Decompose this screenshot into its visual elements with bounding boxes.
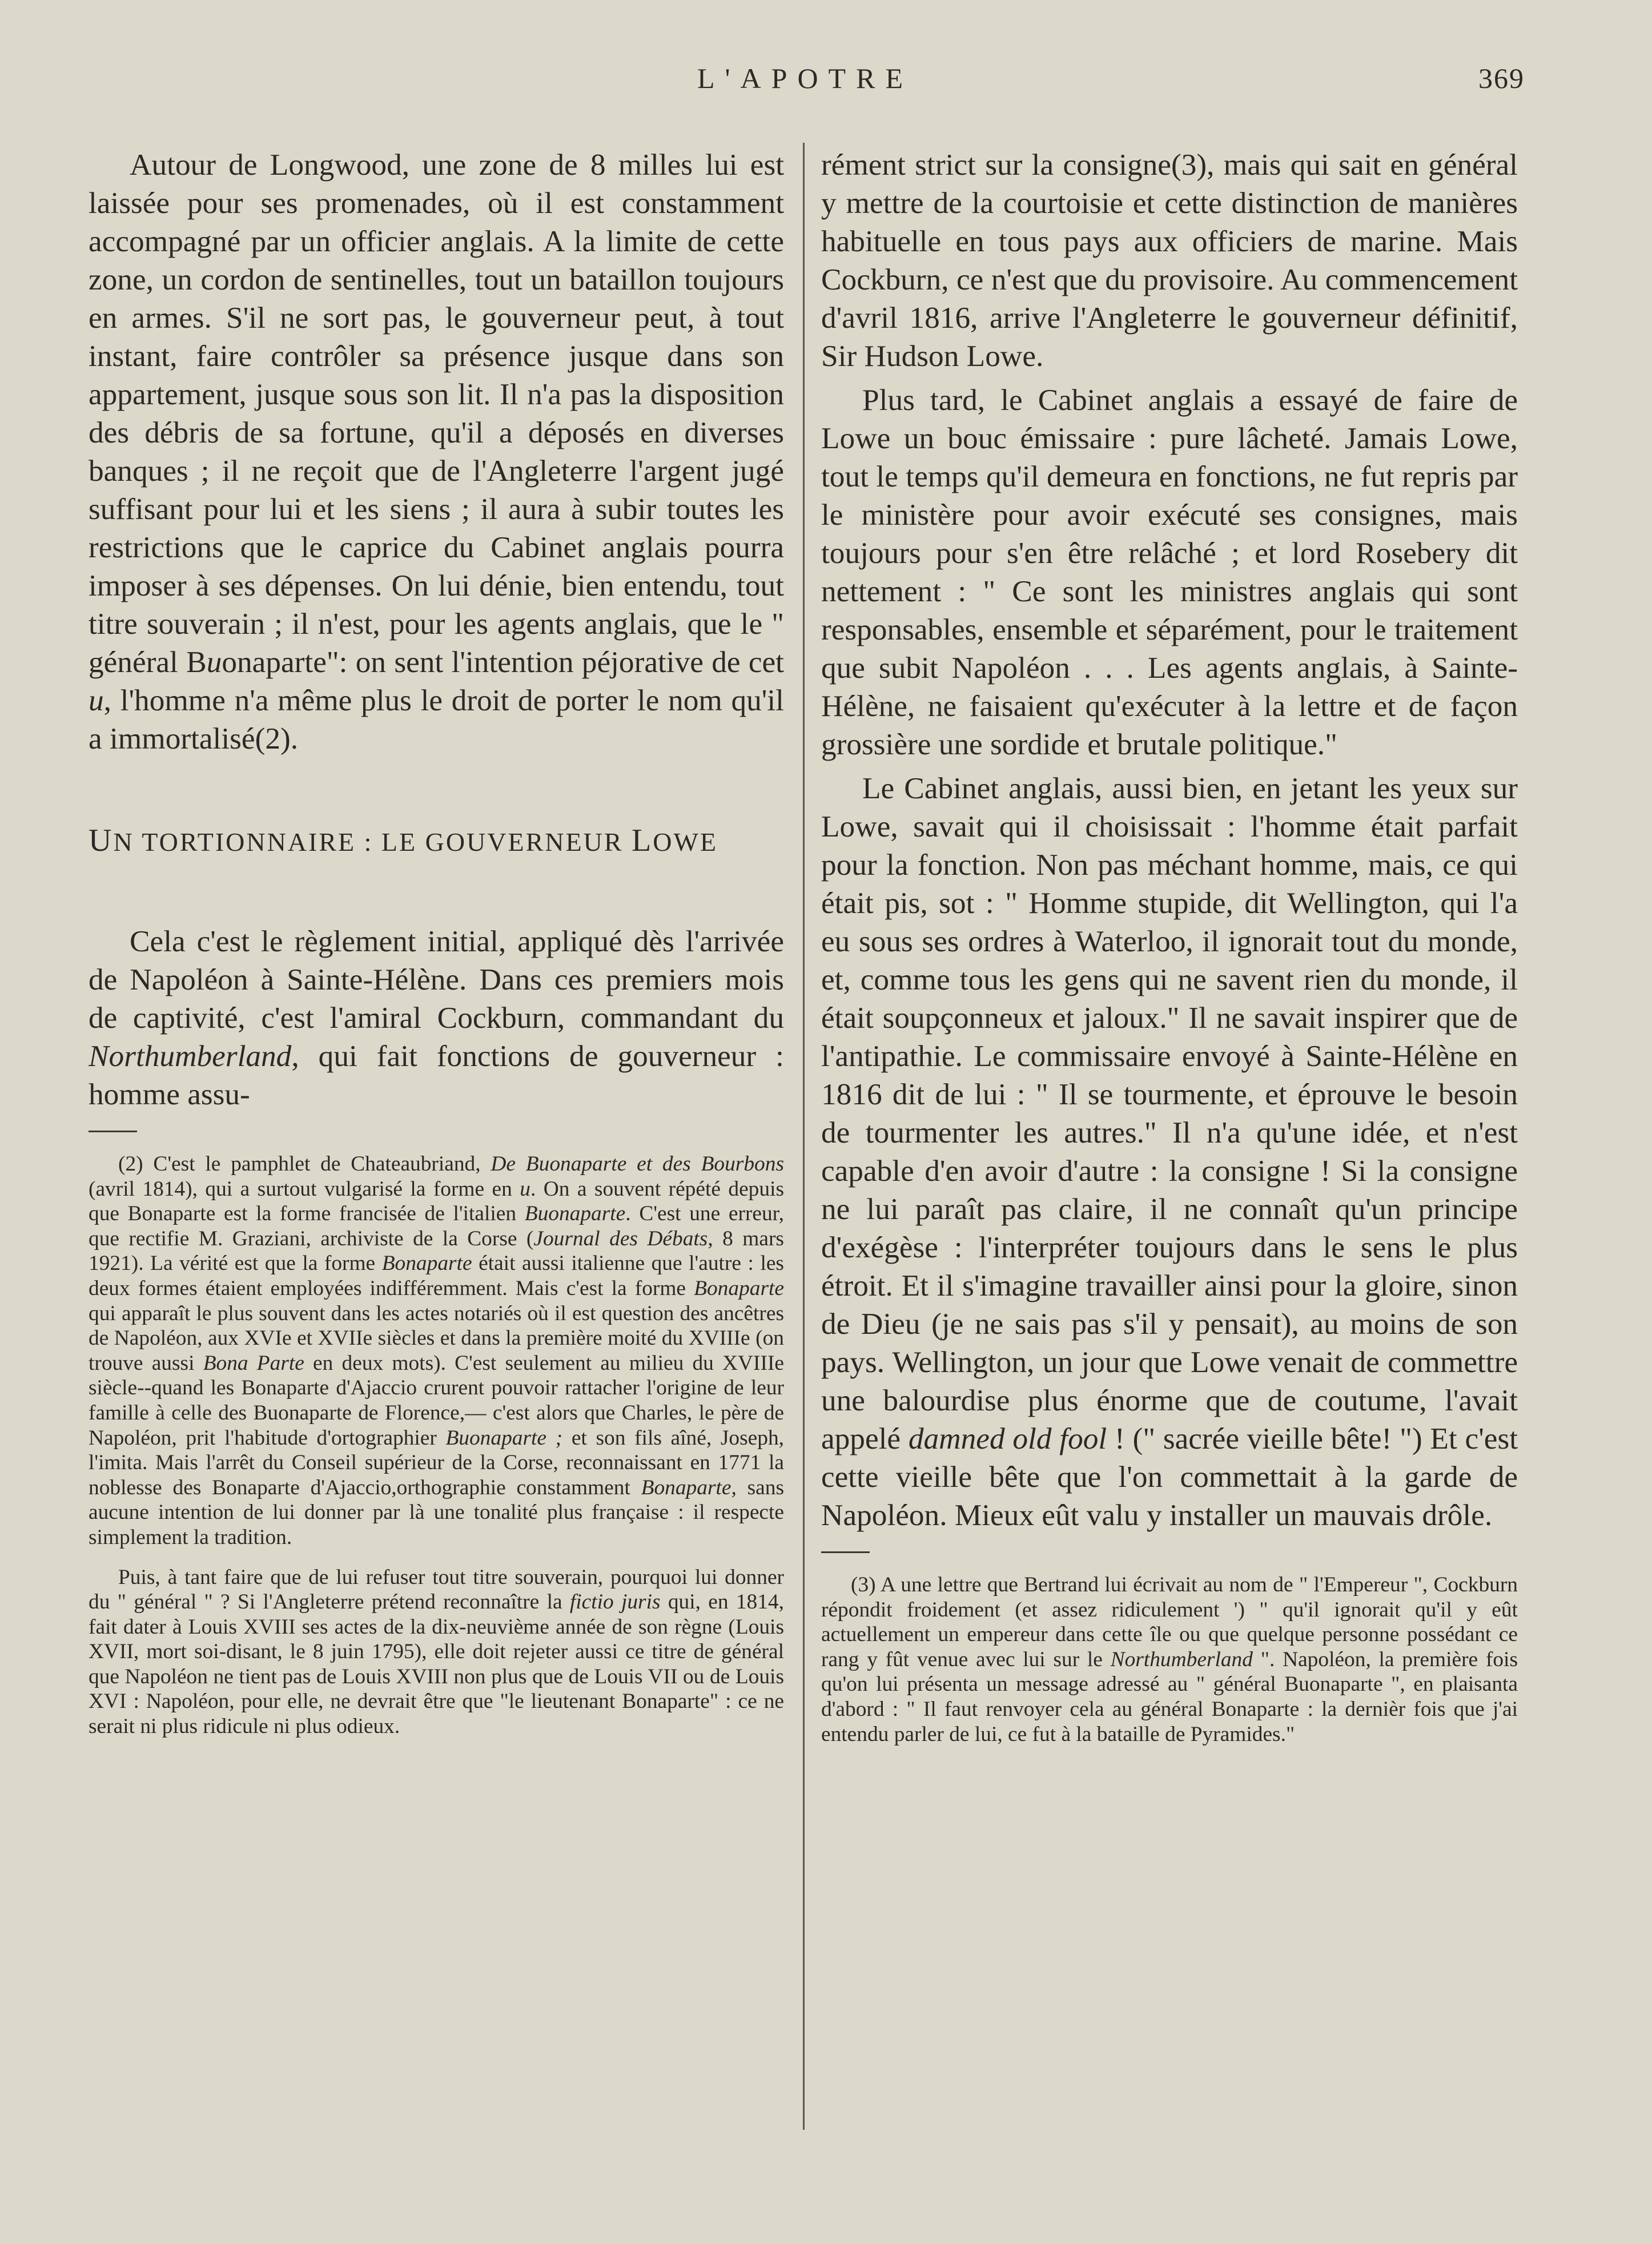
text-run: (avril 1814), qui a surtout vulgarisé la forme en [89,1177,520,1201]
italic-run: Bonaparte, [641,1475,737,1499]
text-run: Autour de Longwood, une zone de 8 milles lui est laissée pour ses promenades, où il est constamment accompagné par un officier anglais. A la limite de cette zone, un cordon de sentinelles, tout un bataillon toujours en armes. S'il ne sort pas, le gouverneur peut, à tout instant, faire contrôler sa présence jusque dans son appartement, jusque sous son lit. Il n'a pas la disposition des débris de sa fortune, qu'il a déposés en diverses banques ; il ne reçoit que de l'Angleterre l'argent jugé suffisant pour lui et les siens ; il aura à subir toutes les restrictions que le caprice du Cabinet anglais pourra imposer à ses dépenses. On lui dénie, bien entendu, tout titre souverain ; il n'est, pour les agents anglais, que le " général B [89,148,784,679]
left-column [89,146,784,1739]
italic-run: Bonaparte [694,1276,784,1300]
body-paragraph: Plus tard, le Cabinet anglais a essayé de faire de Lowe un bouc émissaire : pure lâcheté. Jamais Lowe, tout le temps qu'il demeura en fonctions, ne fut repris par le ministère pour avoir exécuté ses consignes, mais toujours pour s'en être relâché ; et lord Rosebery dit nettement : " Ce sont les ministres anglais qui sont responsables, ensemble et séparément, pour le traitement que subit Napoléon . . . Les agents anglais, à Sainte-Hélène, ne faisaient qu'exécuter à la lettre et de façon grossière une sordide et brutale politique." [821,383,1518,761]
text-run: (3) A une lettre que Bertrand lui écrivait au nom de " l'Empereur ", Cockburn répondit froidement (et assez ridiculement ') " qu'il ignorait qu'il y eût actuellement un empereur dans cette île ou que quelque personne possédant ce rang y fût venue avec lui sur le [821,1573,1518,1671]
italic-run: u [520,1177,530,1201]
text-run: , qui fait fonctions de gouverneur : homme assu- [89,1039,784,1111]
right-column [821,146,1518,1747]
text-run: ". Napoléon, la première fois qu'on lui présenta un message adressé au " général Buonaparte ", en plaisanta d'abord : " Il faut renvoyer cela au général Bonaparte : la dernièr fois que j'ai entendu parler de lui, ce fut à la bataille de Pyramides." [821,1647,1518,1746]
text-run: . On a souvent répété depuis que Bonaparte est la forme francisée de l'italien [89,1177,785,1226]
heading-capital: U [89,823,114,858]
text-run: Puis, à tant faire que de lui refuser tout titre souverain, pourquoi lui donner du " général " ? Si l'Angleterre prétend reconnaître la [89,1565,784,1614]
italic-run: u [206,645,222,679]
footnote [89,1565,784,1739]
italic-run: Northumberland [1110,1647,1253,1671]
text-run: . C'est une erreur, que rectifie M. Graziani, archiviste de la Corse ( [89,1202,784,1250]
italic-run: Buonaparte ; [445,1426,563,1450]
text-run: (2) C'est le pamphlet de Chateaubriand, [118,1152,491,1176]
italic-run: fictio juris [569,1590,661,1614]
footnote-rule [821,1551,870,1553]
text-run: , 8 mars 1921). La vérité est que la forme [89,1226,784,1276]
italic-run: De Buonaparte et des Bourbons [491,1152,784,1176]
italic-run: Buonaparte [524,1202,626,1226]
body-paragraph [89,922,784,1113]
text-run: onaparte": on sent l'intention péjorative de cet [222,645,784,679]
running-head [86,62,1525,102]
text-run: qui apparaît le plus souvent dans les actes notariés où il est question des ancêtres de Napoléon, aux XVIe et XVIIe siècles et dans la première moité du XVIIIe (on trouve aussi [89,1301,784,1375]
italic-run: u [89,683,104,717]
footnote [89,1152,784,1550]
text-run: Le Cabinet anglais, aussi bien, en jetant les yeux sur Lowe, savait qui il choisissait : l'homme était parfait pour la fonction. Non pas méchant homme, mais, ce qui était pis, sot : " Homme stupide, dit Wellington, qui l'a eu sous ses ordres à Waterloo, il ignorait tout du monde, et, comme tous les gens qui ne savent rien du monde, il était soupçonneux et jaloux." Il ne savait inspirer que de l'antipathie. Le commissaire envoyé à Sainte-Hélène en 1816 dit de lui : " Il se tourmente, et éprouve le besoin de tourmenter les autres." Il n'a qu'une idée, et n'est capable d'en avoir d'autre : la consigne ! Si la consigne ne lui paraît pas claire, il ne connaît qu'un principe d'exégèse : l'interpréter toujours dans le sens le plus étroit. Et il s'imagine travailler ainsi pour la gloire, sinon de Dieu (je ne sais pas s'il y pensait), au moins de son pays. Wellington, un jour que Lowe venait de commettre une balourdise plus énorme que de coutume, l'avait appelé [821,771,1518,1455]
italic-run: Northumberland [89,1039,292,1073]
heading-small-caps: OWE [653,827,718,856]
italic-run: Bonaparte [381,1252,472,1276]
italic-run: Bona Parte [203,1351,304,1375]
page-number: 369 [1478,62,1525,94]
text-run: Cela c'est le règlement initial, appliqué dès l'arrivée de Napoléon à Sainte-Hélène. Dans ces premiers mois de captivité, c'est l'amiral Cockburn, commandant du [89,924,784,1035]
text-run: en deux mots). C'est seulement au milieu du XVIIIe siècle--quand les Bonaparte d'Ajaccio crurent pouvoir rattacher l'origine de leur famille à celle des Buonaparte de Florence,— c'est alors que Charles, le père de Napoléon, prit l'habitude d'ortographier [89,1351,785,1450]
text-run: qui, en 1814, fait dater à Louis XVIII ses actes de la dix-neuvième année de son règne (Louis XVII, mort soi-disant, le 8 juin 1795), elle doit rejeter aussi ce titre de général que Napoléon ne tient pas de Louis XVIII non plus que de Louis VII ou de Louis XVI : Napoléon, pour elle, ne devrait être que "le lieutenant Bonaparte" : ce ne serait ni plus ridicule ni plus odieux. [89,1590,784,1739]
italic-run: damned old fool [908,1422,1107,1455]
heading-small-caps: N TORTIONNAIRE : LE GOUVERNEUR [113,827,632,856]
text-run: sans aucune intention de lui donner par là une tonalité plus française : il respecte simplement la tradition. [89,1475,785,1549]
text-run: ! (" sacrée vieille bête! ") Et c'est cette vieille bête que l'on commettait à la garde de Napoléon. Mieux eût valu y installer un mauvais drôle. [821,1422,1518,1532]
text-run: et son fils aîné, Joseph, l'imita. Mais l'arrêt du Conseil supérieur de la Corse, reconnaissant en 1771 la noblesse des Bonaparte d'Ajaccio,orthographie constamment [89,1426,784,1499]
footnote [821,1573,1518,1747]
text-run: , l'homme n'a même plus le droit de porter le nom qu'il a immortalisé(2). [89,683,784,755]
footnote-rule [89,1131,137,1132]
body-paragraph [89,146,784,758]
body-paragraph: rément strict sur la consigne(3), mais qui sait en général y mettre de la courtoisie et cette distinction de manières habituelle en tous pays aux officiers de marine. Mais Cockburn, ce n'est que du provisoire. Au commencement d'avril 1816, arrive l'Angleterre le gouverneur définitif, Sir Hudson Lowe. [821,148,1518,373]
column-divider [803,143,805,2130]
italic-run: Journal des Débats [533,1226,708,1250]
text-run: était aussi italienne que l'autre : les deux formes étaient employées indifféremment. Mais c'est la forme [89,1252,784,1300]
running-title: L'APOTRE [697,62,913,94]
section-heading [89,823,784,859]
heading-capital: L [632,823,653,858]
body-paragraph [821,769,1518,1534]
